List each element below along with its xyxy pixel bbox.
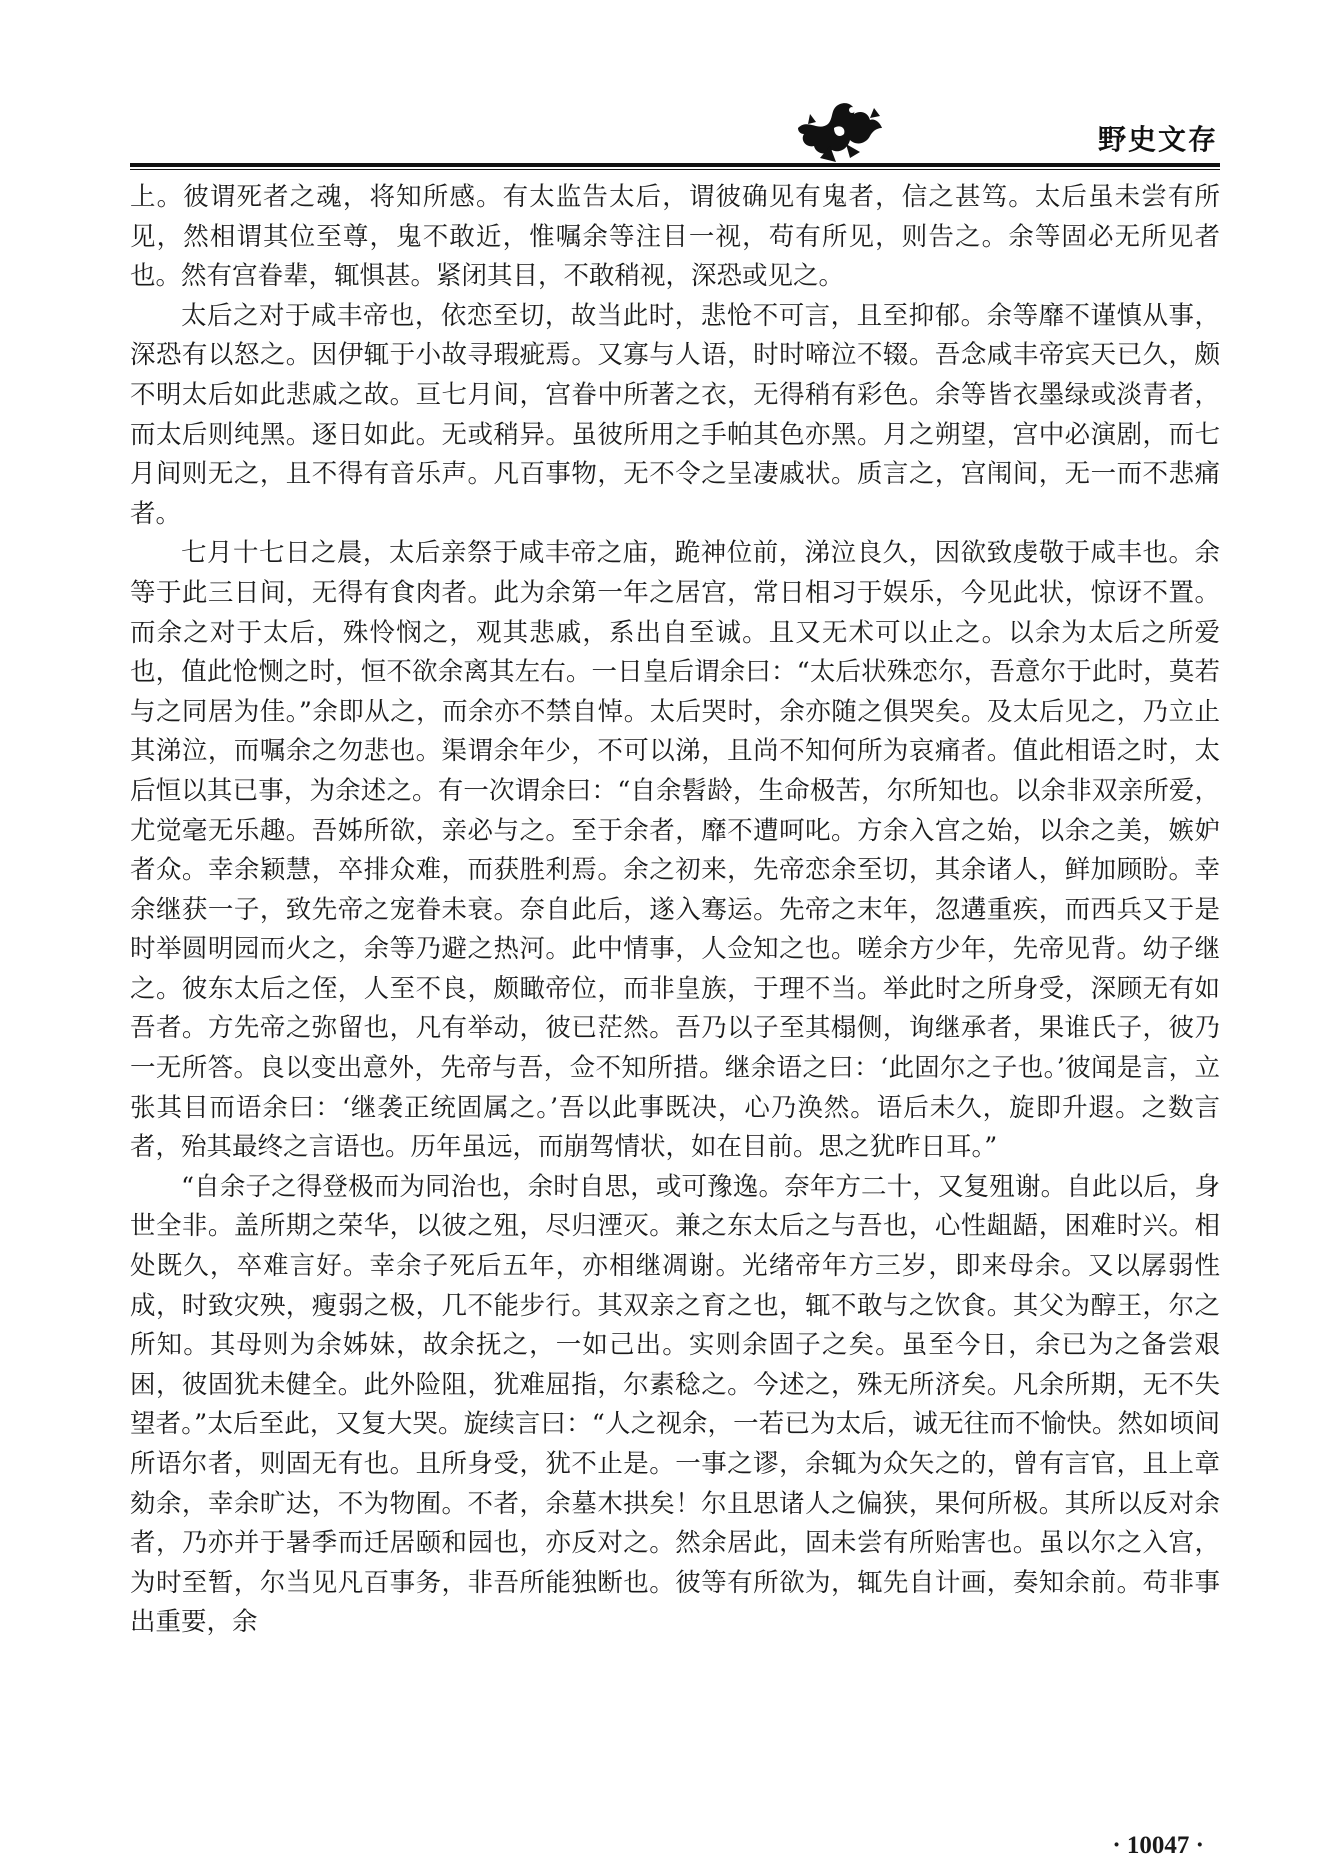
body-text <box>130 178 1220 1643</box>
paragraph-4: “自余子之得登极而为同治也，余时自思，或可豫逸。奈年方二十，又复殂谢。自此以后，身世全非。盖所期之荣华，以彼之殂，尽归湮灭。兼之东太后之与吾也，心性龃龉，困难时兴。相处既久，卒难言好。幸余子死后五年，亦相继凋谢。光绪帝年方三岁，即来母余。又以孱弱性成，时致灾殃，瘦弱之极，几不能步行。其双亲之育之也，辄不敢与之饮食。其父为醇王，尔之所知。其母则为余姊妹，故余抚之，一如己出。实则余固子之矣。虽至今日，余已为之备尝艰困，彼固犹未健全。此外险阻，犹难屈指，尔素稔之。今述之，殊无所济矣。凡余所期，无不失望者。”太后至此，又复大哭。旋续言曰：“人之视余，一若已为太后，诚无往而不愉快。然如顷间所语尔者，则固无有也。且所身受，犹不止是。一事之谬，余辄为众矢之的，曾有言官，且上章劾余，幸余旷达，不为物囿。不者，余墓木拱矣！尔且思诸人之偏狭，果何所极。其所以反对余者，乃亦并于暑季而迁居颐和园也，亦反对之。然余居此，固未尝有所贻害也。虽以尔之入宫，为时至暂，尔当见凡百事务，非吾所能独断也。彼等有所欲为，辄先自计画，奏知余前。苟非事出重要，余 <box>130 1171 1220 1638</box>
page-number: · 10047 · <box>1112 1832 1204 1859</box>
header-title: 野史文存 <box>1097 123 1218 156</box>
paragraph-1: 上。彼谓死者之魂，将知所感。有太监告太后，谓彼确见有鬼者，信之甚笃。太后虽未尝有所见，然相谓其位至尊，鬼不敢近，惟嘱余等注目一视，苟有所见，则告之。余等固必无所见者也。然有宫眷辈，辄惧甚。紧闭其目，不敢稍视，深恐或见之。 <box>130 182 1220 292</box>
dragon-emblem-icon <box>790 88 890 166</box>
header-rule-thick <box>130 163 1220 167</box>
header-rule-thin <box>130 169 1220 170</box>
paragraph-2: 太后之对于咸丰帝也，依恋至切，故当此时，悲怆不可言，且至抑郁。余等靡不谨慎从事，深恐有以怒之。因伊辄于小故寻瑕疵焉。又寡与人语，时时啼泣不辍。吾念咸丰帝宾天已久，颇不明太后如此悲戚之故。亘七月间，宫眷中所著之衣，无得稍有彩色。余等皆衣墨绿或淡青者，而太后则纯黑。逐日如此。无或稍异。虽彼所用之手帕其色亦黑。月之朔望，宫中必演剧，而七月间则无之，且不得有音乐声。凡百事物，无不令之呈凄戚状。质言之，宫闱间，无一而不悲痛者。 <box>130 300 1220 529</box>
running-header <box>0 0 1322 175</box>
paragraph-3: 七月十七日之晨，太后亲祭于咸丰帝之庙，跪神位前，涕泣良久，因欲致虔敬于咸丰也。余等于此三日间，无得有食肉者。此为余第一年之居宫，常日相习于娱乐，今见此状，惊讶不置。而余之对于太后，殊怜悯之，观其悲戚，系出自至诚。且又无术可以止之。以余为太后之所爱也，值此怆恻之时，恒不欲余离其左右。一日皇后谓余曰：“太后状殊恋尔，吾意尔于此时，莫若与之同居为佳。”余即从之，而余亦不禁自悼。太后哭时，余亦随之俱哭矣。及太后见之，乃立止其涕泣，而嘱余之勿悲也。渠谓余年少，不可以涕，且尚不知何所为哀痛者。值此相语之时，太后恒以其已事，为余述之。有一次谓余曰：“自余髫龄，生命极苦，尔所知也。以余非双亲所爱，尤觉毫无乐趣。吾姊所欲，亲必与之。至于余者，靡不遭呵叱。方余入宫之始，以余之美，嫉妒者众。幸余颖慧，卒排众难，而获胜利焉。余之初来，先帝恋余至切，其余诸人，鲜加顾盼。幸余继获一子，致先帝之宠眷未衰。奈自此后，遂入骞运。先帝之末年，忽遘重疾，而西兵又于是时举圆明园而火之，余等乃避之热河。此中情事，人佥知之也。嗟余方少年，先帝见背。幼子继之。彼东太后之侄，人至不良，颇瞰帝位，而非皇族，于理不当。举此时之所身受，深顾无有如吾者。方先帝之弥留也，凡有举动，彼已茫然。吾乃以子至其榻侧，询继承者，果谁氏子，彼乃一无所答。良以变出意外，先帝与吾，佥不知所措。继余语之曰：‘此固尔之子也。’彼闻是言，立张其目而语余曰：‘继袭正统固属之。’吾以此事既决，心乃涣然。语后未久，旋即升遐。之数言者，殆其最终之言语也。历年虽远，而崩驾情状，如在目前。思之犹昨日耳。” <box>130 538 1220 1163</box>
